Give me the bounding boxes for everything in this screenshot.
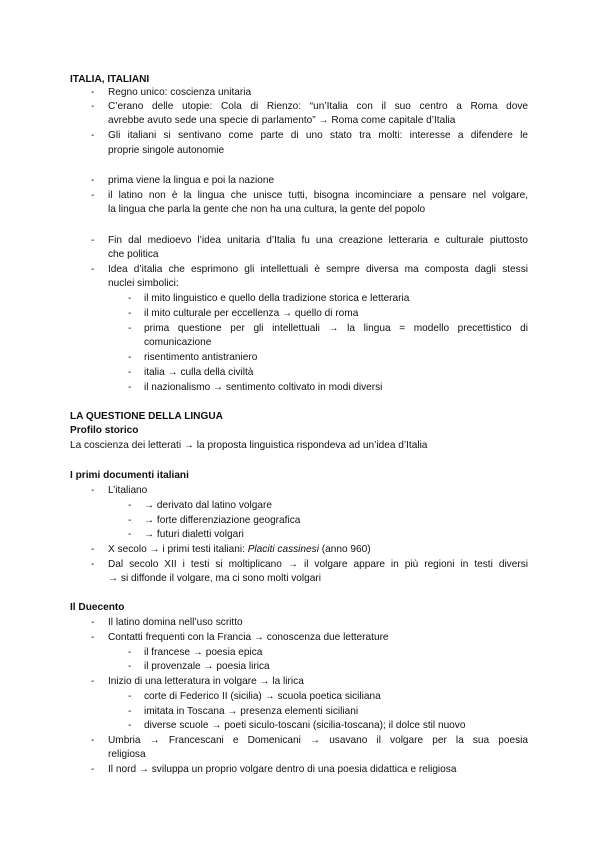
sub-list-item: il provenzale → poesia lirica xyxy=(144,661,270,672)
list-item-continuation: nuclei simbolici: xyxy=(108,278,179,289)
sub-bullet-dash: - xyxy=(128,647,132,658)
bullet-dash: - xyxy=(91,735,95,746)
sub-bullet-dash: - xyxy=(128,500,132,511)
sub-bullet-dash: - xyxy=(128,706,132,717)
bullet-dash: - xyxy=(91,676,95,687)
sub-list-item: → futuri dialetti volgari xyxy=(144,529,244,540)
bullet-dash: - xyxy=(91,617,95,628)
section-heading-questione: LA QUESTIONE DELLA LINGUA xyxy=(70,411,223,422)
sub-bullet-dash: - xyxy=(128,382,132,393)
sub-list-item: prima questione per gli intellettuali → la lingua = modello precettistico di xyxy=(144,323,528,334)
sub-list-item: il francese → poesia epica xyxy=(144,647,263,658)
section-heading-duecento: Il Duecento xyxy=(70,602,125,613)
section-heading-documenti: I primi documenti italiani xyxy=(70,470,189,481)
bullet-dash: - xyxy=(91,235,95,246)
sub-bullet-dash: - xyxy=(128,720,132,731)
list-item-text: X secolo → i primi testi italiani: xyxy=(108,544,248,555)
list-item: prima viene la lingua e poi la nazione xyxy=(108,175,275,186)
sub-bullet-dash: - xyxy=(128,367,132,378)
list-item: Dal secolo XII i testi si moltiplicano → il volgare appare in più regioni in testi diversi xyxy=(108,559,528,570)
subheading-profilo: Profilo storico xyxy=(70,425,139,436)
sub-list-item: → derivato dal latino volgare xyxy=(144,500,272,511)
sub-list-item: il nazionalismo → sentimento coltivato in modi diversi xyxy=(144,382,383,393)
sub-bullet-dash: - xyxy=(128,691,132,702)
bullet-dash: - xyxy=(91,485,95,496)
sub-list-item: → forte differenziazione geografica xyxy=(144,515,301,526)
sub-bullet-dash: - xyxy=(128,308,132,319)
sub-list-item: il mito linguistico e quello della tradizione storica e letteraria xyxy=(144,293,410,304)
list-item: il latino non è la lingua che unisce tutti, bisogna incominciare a pensare nel volgare, xyxy=(108,190,528,201)
list-item-continuation: proprie singole autonomie xyxy=(108,145,225,156)
bullet-dash: - xyxy=(91,559,95,570)
sub-list-item: italia → culla della civiltà xyxy=(144,367,254,378)
list-item-continuation: che politica xyxy=(108,249,159,260)
section-heading-italia: ITALIA, ITALIANI xyxy=(70,74,150,85)
list-item-continuation: → si diffonde il volgare, ma ci sono molti volgari xyxy=(108,573,321,584)
list-item: C’erano delle utopie: Cola di Rienzo: “un’Italia con il suo centro a Roma dove xyxy=(108,101,528,112)
list-item: Regno unico: coscienza unitaria xyxy=(108,87,252,98)
list-item-continuation: avrebbe avuto sede una specie di parlamento” → Roma come capitale d’Italia xyxy=(108,115,456,126)
bullet-dash: - xyxy=(91,764,95,775)
list-item xyxy=(108,543,371,556)
sub-bullet-dash: - xyxy=(128,661,132,672)
list-item: Inizio di una letteratura in volgare → la lirica xyxy=(108,676,304,687)
sub-list-item: risentimento antistraniero xyxy=(144,352,258,363)
sub-list-item-continuation: comunicazione xyxy=(144,337,212,348)
bullet-dash: - xyxy=(91,130,95,141)
sub-bullet-dash: - xyxy=(128,323,132,334)
list-item-continuation: religiosa xyxy=(108,749,146,760)
title-placiti-cassinesi: Placiti cassinesi xyxy=(247,544,319,555)
list-item: L’italiano xyxy=(108,485,148,496)
sub-bullet-dash: - xyxy=(128,352,132,363)
bullet-dash: - xyxy=(91,87,95,98)
bullet-dash: - xyxy=(91,632,95,643)
bullet-dash: - xyxy=(91,264,95,275)
sub-list-item: imitata in Toscana → presenza elementi siciliani xyxy=(144,706,359,717)
list-item: Fin dal medioevo l’idea unitaria d’Italia fu una creazione letteraria e culturale piuttosto xyxy=(108,235,528,246)
list-item: Il latino domina nell’uso scritto xyxy=(108,617,243,628)
bullet-dash: - xyxy=(91,175,95,186)
list-item-text: (anno 960) xyxy=(318,544,371,555)
list-item: Il nord → sviluppa un proprio volgare dentro di una poesia didattica e religiosa xyxy=(108,764,457,775)
bullet-dash: - xyxy=(91,544,95,555)
list-item: Gli italiani si sentivano come parte di uno stato tra molti: interesse a difendere le xyxy=(108,130,528,141)
bullet-dash: - xyxy=(91,190,95,201)
list-item-continuation: la lingua che parla la gente che non ha una cultura, la gente del popolo xyxy=(108,204,426,215)
sub-bullet-dash: - xyxy=(128,515,132,526)
paragraph: La coscienza dei letterati → la proposta linguistica rispondeva ad un’idea d’Italia xyxy=(70,440,428,451)
list-item: Umbria → Francescani e Domenicani → usavano il volgare per la sua poesia xyxy=(108,735,528,746)
list-item: Contatti frequenti con la Francia → conoscenza due letterature xyxy=(108,632,389,643)
list-item: Idea d’italia che esprimono gli intellettuali è sempre diversa ma composta dagli stessi xyxy=(108,264,528,275)
sub-bullet-dash: - xyxy=(128,293,132,304)
sub-list-item: corte di Federico II (sicilia) → scuola poetica siciliana xyxy=(144,691,381,702)
sub-list-item: diverse scuole → poeti siculo-toscani (sicilia-toscana); il dolce stil nuovo xyxy=(144,720,466,731)
sub-bullet-dash: - xyxy=(128,529,132,540)
bullet-dash: - xyxy=(91,101,95,112)
sub-list-item: il mito culturale per eccellenza → quello di roma xyxy=(144,308,359,319)
